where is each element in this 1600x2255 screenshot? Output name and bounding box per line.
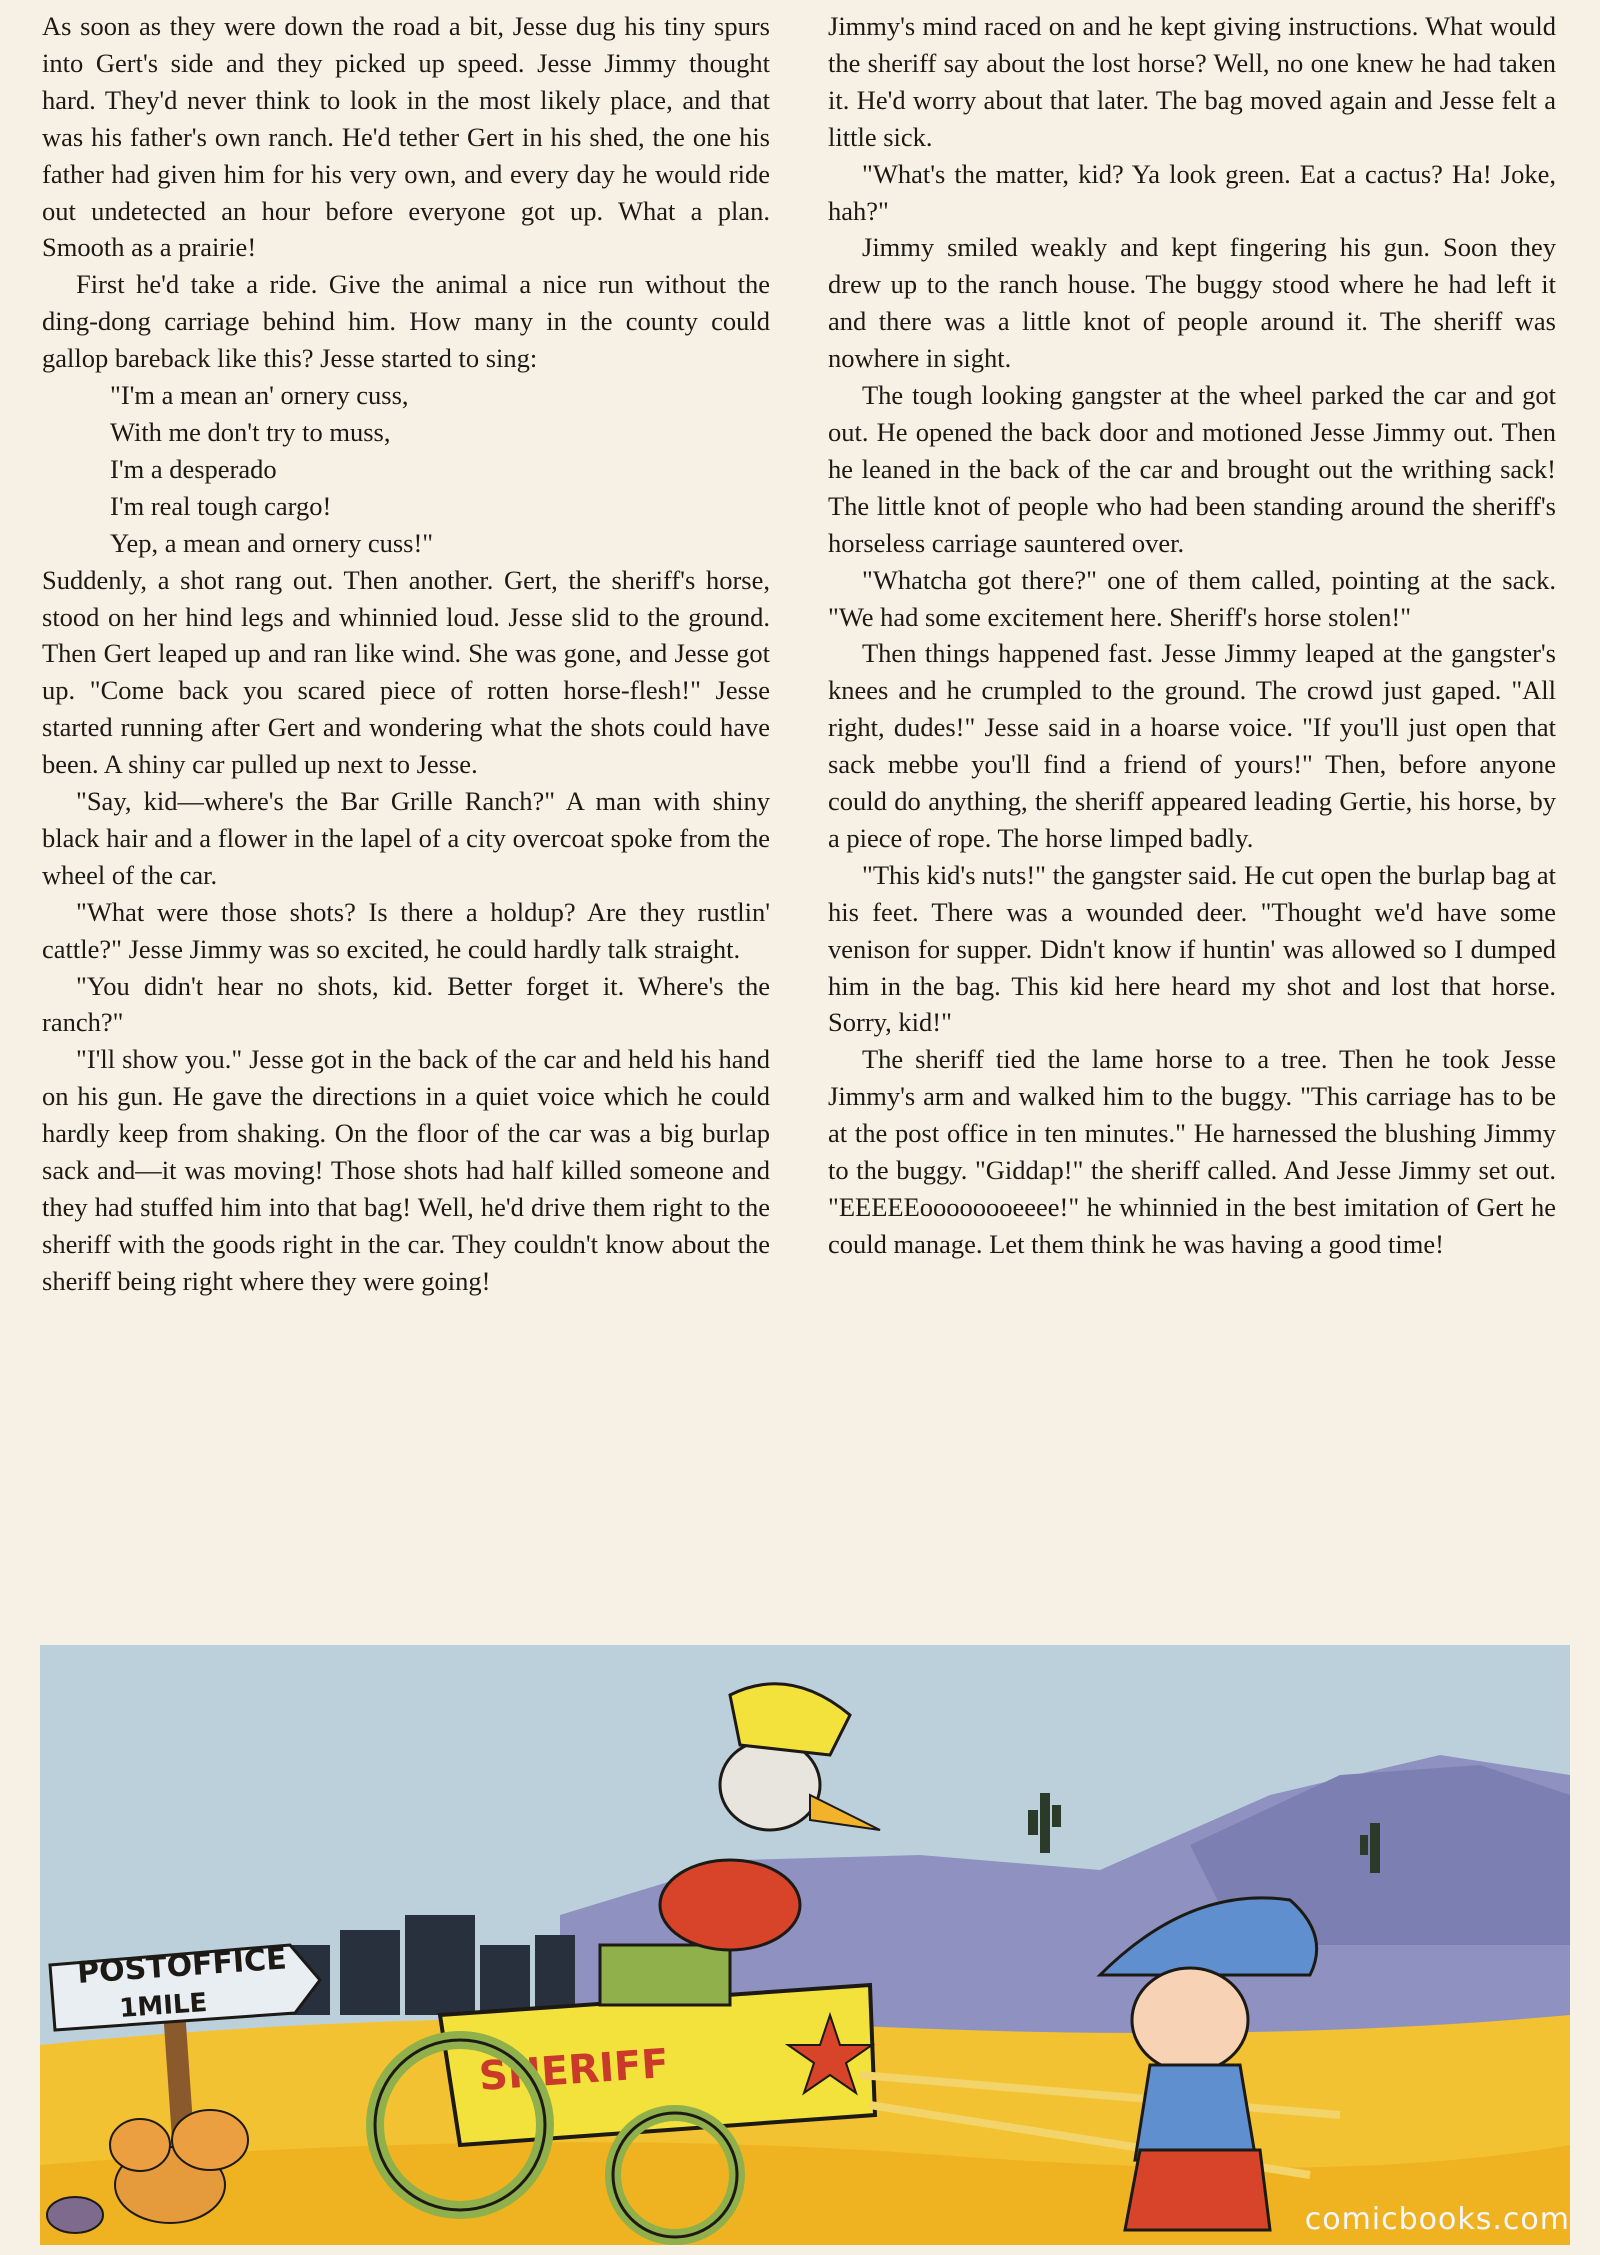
paragraph: As soon as they were down the road a bit, Jesse dug his tiny spurs into Gert's side and they picked up speed. Jesse Jimmy thought hard. They'd never think to look in the most likely place, and that was his father's own ranch. He'd tether Gert in his shed, the one his father had given him for his very own, and every day he would ride out undetected an hour before everyone got up. What a plan. Smooth as a prairie! [42,11,770,263]
face [1132,1968,1248,2072]
paragraph: The tough looking gangster at the wheel parked the car and got out. He opened the back door and motioned Jesse Jimmy out. Then he leaned in the back of the car and brought out the writhing sack! The little knot of people who had been standing around the sheriff's horseless carriage sauntered over. [828,380,1556,558]
song-line: I'm real tough cargo! [110,490,332,521]
rock [47,2197,103,2233]
sign-text-line-1: POSTOFFICE [76,1941,288,1991]
paragraph: First he'd take a ride. Give the animal a nice run without the ding-dong carriage behind him. How many in the county could gallop bareback like this? Jesse started to sing: [42,269,770,374]
paragraph: "What's the matter, kid? Ya look green. Eat a cactus? Ha! Joke, hah?" [828,158,1556,226]
paragraph: "This kid's nuts!" the gangster said. He cut open the burlap bag at his feet. There was a wounded deer. "Thought we'd have some venison for supper. Didn't know if huntin' was allowed so I dumped him in the bag. This kid here heard my shot and lost that horse. Sorry, kid!" [828,859,1556,1038]
watermark: comicbooks.com [1304,2202,1570,2237]
paragraph: The sheriff tied the lame horse to a tree. Then he took Jesse Jimmy's arm and walked him to the buggy. "This carriage has to be at the post office in ten minutes." He harnessed the blushing Jimmy to the buggy. "Giddap!" the sheriff called. And Jesse Jimmy set out. "EEEEEoooooooeeee!" he whinnied in the best imitation of Gert he could manage. Let them think he was having a good time! [828,1044,1556,1259]
paragraph: "What were those shots? Is there a holdup? Are they rustlin' cattle?" Jesse Jimmy was so excited, he could hardly talk straight. [42,896,770,964]
paragraph: Jimmy's mind raced on and he kept giving instructions. What would the sheriff say about the lost horse? Well, no one knew he had taken it. He'd worry about that later. The bag moved again and Jesse felt a little sick. [828,11,1556,152]
paragraph: "Say, kid—where's the Bar Grille Ranch?" A man with shiny black hair and a flower in the lapel of a city overcoat spoke from the wheel of the car. [42,786,770,890]
illustration-panel [40,1645,1570,2245]
paragraph: "Whatcha got there?" one of them called, pointing at the sack. "We had some excitement here. Sheriff's horse stolen!" [828,564,1556,632]
wagon-label: SHERIFF [477,2040,671,2100]
story-column-right [828,8,1556,1263]
song-line: I'm a desperado [110,453,277,484]
song-line: "I'm a mean an' ornery cuss, [110,380,409,411]
sign-text-line-2: 1MILE [118,1987,209,2024]
song-line: With me don't try to muss, [110,416,391,447]
song-line: Yep, a mean and ornery cuss!" [110,527,434,558]
paragraph: "You didn't hear no shots, kid. Better forget it. Where's the ranch?" [42,970,770,1038]
paragraph: "I'll show you." Jesse got in the back of the car and held his hand on his gun. He gave the directions in a quiet voice which he could hardly keep from shaking. On the floor of the car was a big burlap sack and—it was moving! Those shots had half killed someone and they had stuffed him into that bag! Well, he'd drive them right to the sheriff with the goods right in the car. They couldn't know about the sheriff being right where they were going! [42,1044,770,1296]
paragraph: Then things happened fast. Jesse Jimmy leaped at the gangster's knees and he crumpled to the ground. The crowd just gaped. "All right, dudes!" Jesse said in a hoarse voice. "If you'll just open that sack mebbe you'll find a friend of yours!" Then, before anyone could do anything, the sheriff appeared leading Gertie, his horse, by a piece of rope. The horse limped badly. [828,638,1556,853]
song-verse [42,377,770,562]
paragraph: Jimmy smiled weakly and kept fingering his gun. Soon they drew up to the ranch house. The buggy stood where he had left it and there was a little knot of people around it. The sheriff was nowhere in sight. [828,232,1556,374]
paragraph: Suddenly, a shot rang out. Then another. Gert, the sheriff's horse, stood on her hind legs and whinnied loud. Jesse slid to the ground. Then Gert leaped up and ran like wind. She was gone, and Jesse got up. "Come back you scared piece of rotten horse-flesh!" Jesse started running after Gert and wondering what the shots could have been. A shiny car pulled up next to Jesse. [42,564,770,780]
story-column-left [42,8,770,1300]
